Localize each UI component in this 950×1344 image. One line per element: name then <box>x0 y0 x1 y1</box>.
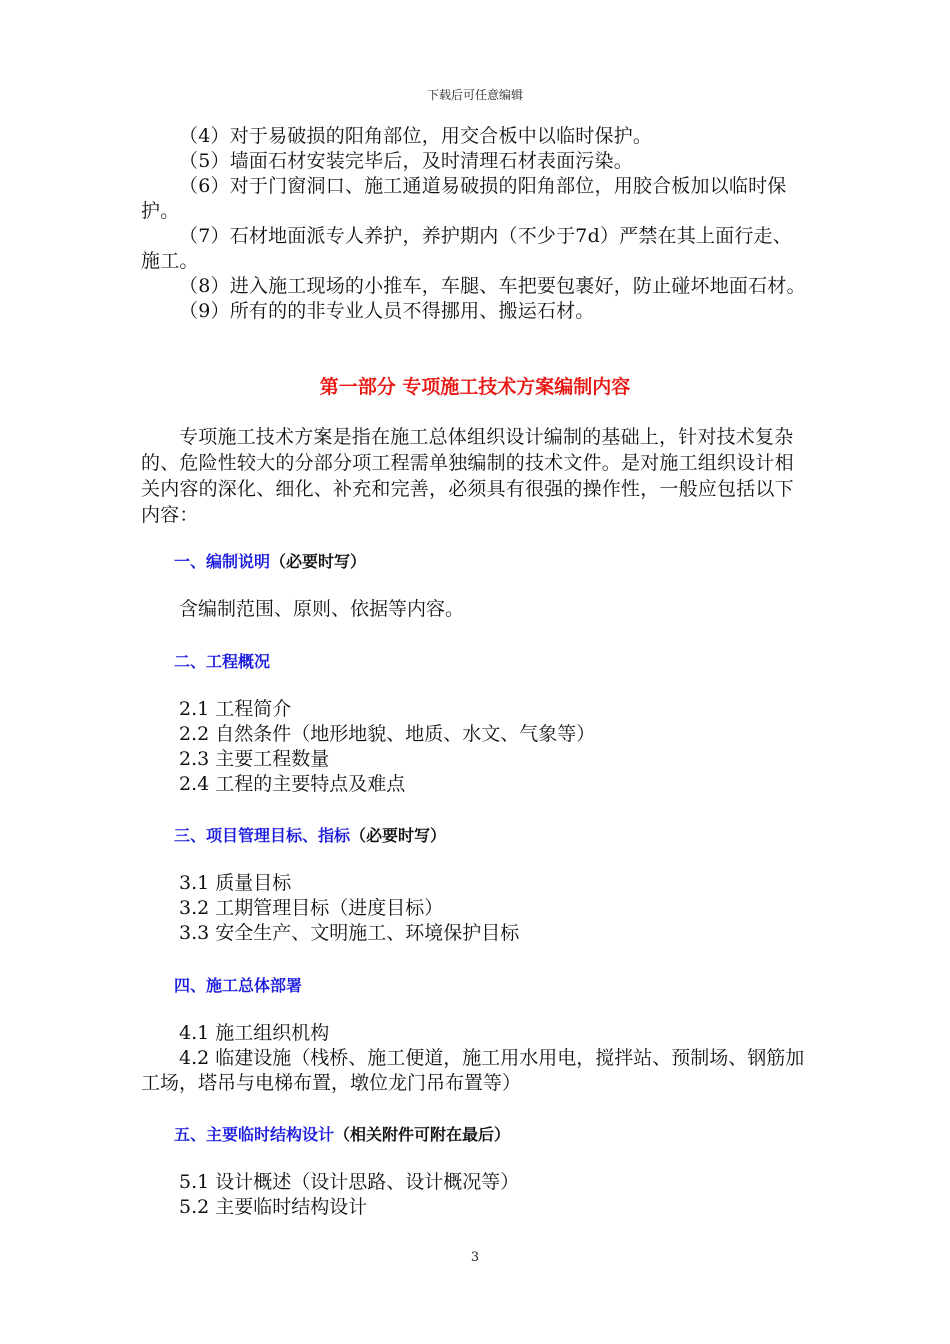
section-title-note: （必要时写） <box>350 826 447 845</box>
list-item: 含编制范围、原则、依据等内容。 <box>179 598 465 620</box>
part-paragraph-block <box>141 424 811 528</box>
list-item: 2.2 自然条件（地形地貌、地质、水文、气象等） <box>179 723 596 745</box>
section-title-text: 五、主要临时结构设计 <box>174 1125 335 1144</box>
list-item: （4）对于易破损的阳角部位，用交合板中以临时保护。 <box>179 125 653 147</box>
section-title-4 <box>174 973 302 996</box>
list-item: 5.1 设计概述（设计思路、设计概况等） <box>179 1171 520 1193</box>
list-item: （6）对于门窗洞口、施工通道易破损的阳角部位，用胶合板加以临时保护。 <box>141 175 787 222</box>
section-title-1 <box>174 549 366 572</box>
section-title-text: 二、工程概况 <box>174 652 271 671</box>
section-list-5 <box>141 1170 811 1220</box>
header-note: 下载后可任意编辑 <box>426 88 523 102</box>
list-item: 2.1 工程简介 <box>179 698 292 720</box>
section-title-note: （相关附件可附在最后） <box>334 1125 511 1144</box>
section-list-1 <box>141 597 811 622</box>
section-list-3 <box>141 871 811 946</box>
list-item: 4.1 施工组织机构 <box>179 1022 330 1044</box>
section-title-3 <box>174 823 446 846</box>
section-list-2 <box>141 697 811 797</box>
list-item: （7）石材地面派专人养护，养护期内（不少于7d）严禁在其上面行走、施工。 <box>141 225 792 272</box>
section-title-text: 一、编制说明 <box>174 552 271 571</box>
section-title-note: （必要时写） <box>270 552 367 571</box>
list-item: 4.2 临建设施（栈桥、施工便道，施工用水用电，搅拌站、预制场、钢筋加工场，塔吊与电梯布置，墩位龙门吊布置等） <box>141 1047 805 1094</box>
list-item: 3.2 工期管理目标（进度目标） <box>179 897 444 919</box>
list-item: 2.4 工程的主要特点及难点 <box>179 773 406 795</box>
intro-list <box>141 124 811 324</box>
list-item: （8）进入施工现场的小推车，车腿、车把要包裹好，防止碰坏地面石材。 <box>179 275 806 297</box>
section-title-text: 四、施工总体部署 <box>174 976 303 995</box>
page-number: 3 <box>470 1250 480 1265</box>
list-item: 2.3 主要工程数量 <box>179 748 330 770</box>
list-item: 3.3 安全生产、文明施工、环境保护目标 <box>179 922 520 944</box>
list-item: 5.2 主要临时结构设计 <box>179 1196 368 1218</box>
list-item: 3.1 质量目标 <box>179 872 292 894</box>
list-item: （5）墙面石材安装完毕后，及时清理石材表面污染。 <box>179 150 633 172</box>
part-paragraph: 专项施工技术方案是指在施工总体组织设计编制的基础上，针对技术复杂的、危险性较大的分部分项工程需单独编制的技术文件。是对施工组织设计相关内容的深化、细化、补充和完善，必须具有很强的操作性，一般应包括以下内容： <box>141 426 794 526</box>
section-title-5 <box>174 1122 510 1145</box>
part-title: 第一部分 专项施工技术方案编制内容 <box>319 376 631 398</box>
section-title-text: 三、项目管理目标、指标 <box>174 826 351 845</box>
list-item: （9）所有的的非专业人员不得挪用、搬运石材。 <box>179 300 595 322</box>
section-list-4 <box>141 1021 811 1096</box>
section-title-2 <box>174 649 270 672</box>
